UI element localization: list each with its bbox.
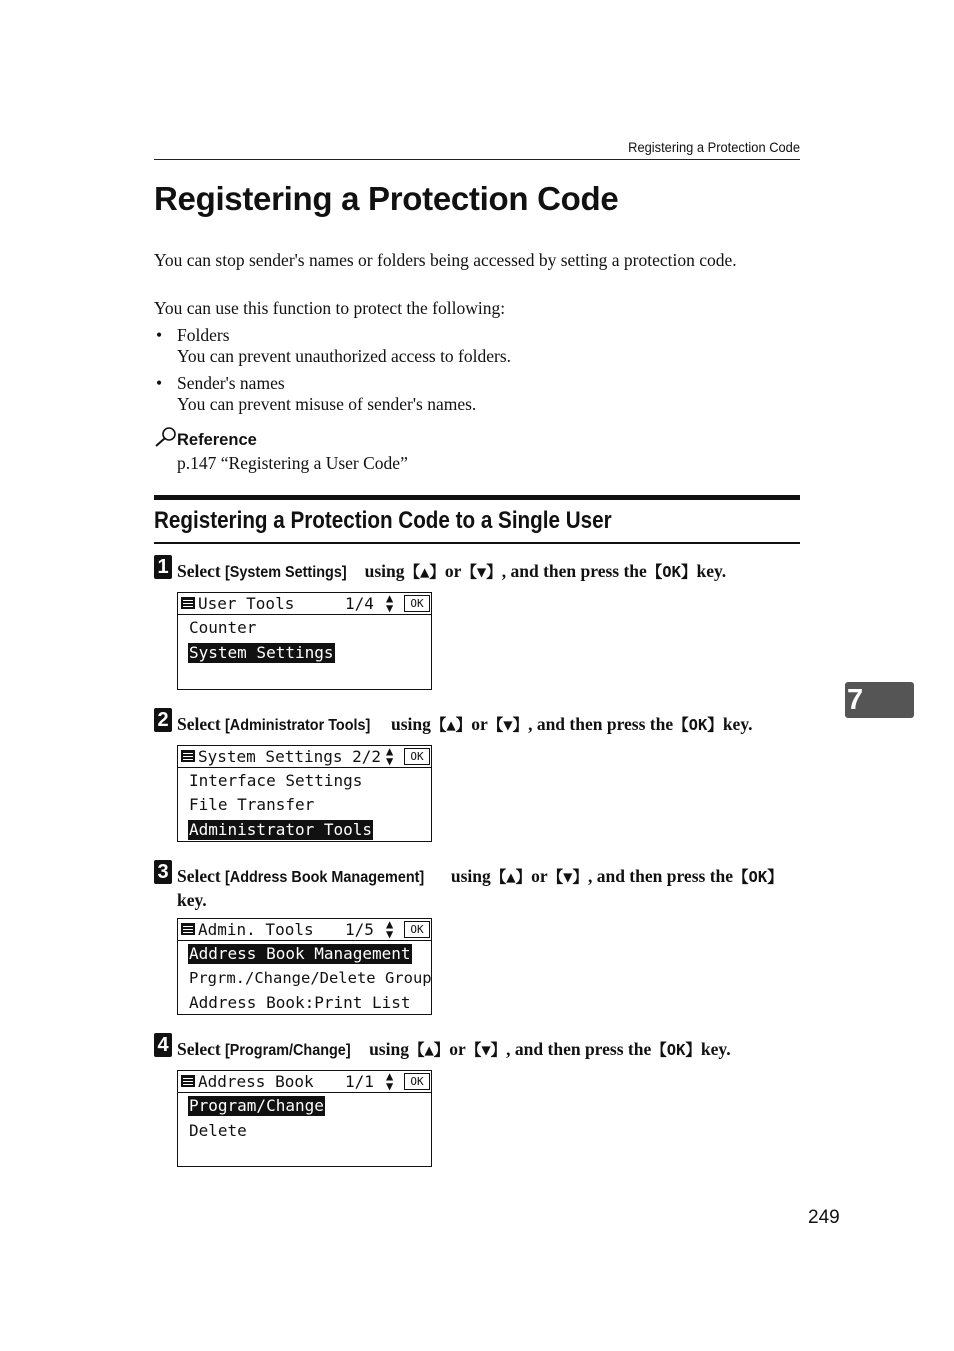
text-using: using — [369, 1039, 409, 1059]
step-number: 1 — [154, 555, 172, 579]
page-number: 249 — [808, 1207, 840, 1228]
page-title: Registering a Protection Code — [154, 180, 619, 217]
bullet-desc-folders: You can prevent unauthorized access to folders. — [177, 346, 512, 366]
bullet-label-senders: Sender's names — [177, 373, 285, 393]
lcd-page-indicator: 1/1 — [345, 1072, 374, 1091]
chapter-tab: 7 — [845, 682, 914, 718]
text-or: or — [449, 1039, 466, 1059]
lcd-menu-item[interactable]: Interface Settings — [189, 771, 363, 790]
lcd-menu-item[interactable]: Counter — [189, 618, 257, 637]
lcd-page-indicator: 1/5 — [345, 920, 374, 939]
text-then: , and then press the — [506, 1039, 652, 1059]
menu-item-name: [Administrator Tools] — [225, 717, 371, 734]
lcd-screen — [177, 592, 432, 690]
lcd-screen — [177, 1070, 432, 1167]
down-key: 【▼】 — [465, 1041, 507, 1059]
ok-key: 【OK】 — [646, 563, 697, 581]
section-bottom-rule — [154, 542, 800, 544]
reference-link[interactable]: p.147 “Registering a User Code” — [177, 453, 408, 473]
lcd-menu-item-selected[interactable]: System Settings — [189, 643, 334, 662]
step-instruction — [177, 1038, 802, 1062]
lcd-screen — [177, 745, 432, 842]
down-key: 【▼】 — [461, 563, 502, 581]
step-number: 4 — [154, 1033, 172, 1057]
lcd-ok-button[interactable]: OK — [404, 748, 430, 765]
lcd-menu-item[interactable]: File Transfer — [189, 795, 315, 814]
ok-key: 【OK】 — [733, 868, 783, 886]
lcd-ok-button[interactable]: OK — [404, 921, 430, 938]
bullet-desc-senders: You can prevent misuse of sender's names. — [177, 394, 477, 414]
up-key: 【▲】 — [430, 716, 472, 734]
magnifier-icon — [154, 426, 178, 448]
lcd-menu-item[interactable]: Prgrm./Change/Delete Group — [189, 969, 432, 987]
list-icon — [181, 1075, 195, 1087]
lcd-title: System Settings 2/2 — [198, 747, 382, 766]
scroll-arrows-icon: ▲ ▼ — [386, 917, 394, 941]
menu-item-name: [System Settings] — [225, 564, 347, 581]
text-select: Select — [177, 866, 221, 886]
lcd-page-indicator: 1/4 — [345, 594, 374, 613]
down-key: 【▼】 — [487, 716, 529, 734]
menu-item-name: [Address Book Management] — [225, 869, 425, 886]
lcd-header — [178, 593, 431, 615]
step-number: 2 — [154, 708, 172, 732]
lcd-header — [178, 919, 431, 941]
text-using: using — [450, 866, 491, 886]
menu-item-name: [Program/Change] — [225, 1042, 351, 1059]
text-key: key. — [700, 1039, 731, 1059]
step-instruction — [177, 560, 802, 584]
up-key: 【▲】 — [408, 1041, 450, 1059]
lcd-menu-item[interactable]: Delete — [189, 1121, 247, 1140]
section-title: Registering a Protection Code to a Single User — [154, 507, 612, 534]
bullet-dot: • — [156, 373, 163, 393]
lcd-title: Address Book — [198, 1072, 314, 1091]
lcd-ok-button[interactable]: OK — [404, 595, 430, 612]
intro-paragraph: You can stop sender's names or folders being accessed by setting a protection code. — [154, 250, 737, 270]
header-rule — [154, 159, 800, 160]
intro-lead-in: You can use this function to protect the following: — [154, 298, 506, 318]
text-then: , and then press the — [528, 714, 674, 734]
text-key: key. — [177, 890, 207, 910]
text-select: Select — [177, 561, 221, 581]
ok-key: 【OK】 — [651, 1041, 701, 1059]
lcd-menu-item[interactable]: Address Book:Print List — [189, 993, 411, 1012]
lcd-menu-item-selected[interactable]: Administrator Tools — [189, 820, 373, 839]
ok-key: 【OK】 — [673, 716, 723, 734]
text-or: or — [444, 561, 462, 581]
lcd-screen — [177, 918, 432, 1015]
scroll-arrows-icon: ▲ ▼ — [386, 744, 394, 768]
text-select: Select — [177, 714, 221, 734]
lcd-title: Admin. Tools — [198, 920, 314, 939]
text-or: or — [531, 866, 548, 886]
list-icon — [181, 750, 195, 762]
text-key: key. — [696, 561, 727, 581]
lcd-ok-button[interactable]: OK — [404, 1073, 430, 1090]
text-key: key. — [722, 714, 753, 734]
section-top-rule — [154, 495, 800, 500]
reference-label: Reference — [177, 431, 257, 449]
list-icon — [181, 923, 195, 935]
text-select: Select — [177, 1039, 221, 1059]
scroll-arrows-icon: ▲ ▼ — [386, 591, 394, 615]
text-using: using — [390, 714, 431, 734]
text-then: , and then press the — [501, 561, 647, 581]
bullet-label-folders: Folders — [177, 325, 230, 345]
text-using: using — [364, 561, 405, 581]
running-head: Registering a Protection Code — [628, 139, 800, 155]
up-key: 【▲】 — [404, 563, 445, 581]
lcd-menu-item-selected[interactable]: Address Book Management — [189, 944, 411, 963]
step-instruction — [177, 865, 802, 911]
scroll-arrows-icon: ▲ ▼ — [386, 1069, 394, 1093]
up-key: 【▲】 — [490, 868, 532, 886]
step-number: 3 — [154, 860, 172, 884]
bullet-dot: • — [156, 325, 163, 345]
step-instruction — [177, 713, 802, 737]
lcd-menu-item-selected[interactable]: Program/Change — [189, 1096, 324, 1115]
text-then: , and then press the — [587, 866, 734, 886]
lcd-header — [178, 746, 431, 768]
text-or: or — [471, 714, 488, 734]
lcd-header — [178, 1071, 431, 1093]
down-key: 【▼】 — [547, 868, 588, 886]
list-icon — [181, 597, 195, 609]
lcd-title: User Tools — [198, 594, 295, 613]
